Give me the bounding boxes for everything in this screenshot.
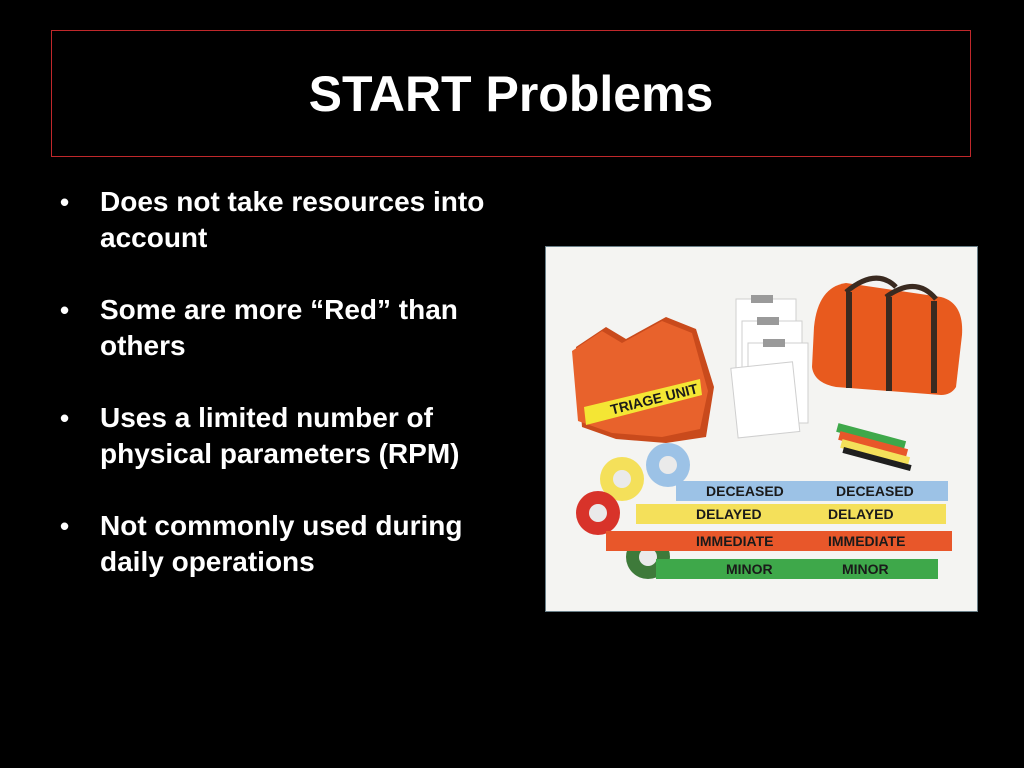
tape-delayed-2: DELAYED [828,506,894,522]
bullet-list [56,184,506,616]
triage-kit-photo [545,246,978,612]
slide-title: START Problems [308,65,714,122]
bullet-item [56,292,506,364]
bullet-text: Not commonly used during daily operations [100,510,463,577]
bullet-dot: • [60,295,70,325]
tape-immediate-1: IMMEDIATE [696,533,774,549]
bullet-item [56,184,506,256]
triage-kit-illustration [546,247,978,612]
bullet-item [56,400,506,472]
tape-delayed-1: DELAYED [696,506,762,522]
tape-minor-1: MINOR [726,561,773,577]
tape-deceased-2: DECEASED [836,483,914,499]
tape-minor-2: MINOR [842,561,889,577]
tape-deceased-1: DECEASED [706,483,784,499]
bullet-dot: • [60,511,70,541]
bullet-dot: • [60,403,70,433]
bullet-text: Uses a limited number of physical parameters (RPM) [100,402,460,469]
bullet-text: Does not take resources into account [100,186,485,253]
vest-label: TRIAGE UNIT [608,380,700,418]
clipboards [731,295,808,438]
triage-vests [572,317,714,443]
tape-immediate-2: IMMEDIATE [828,533,906,549]
bullet-dot: • [60,187,70,217]
title-box [51,30,971,157]
bullet-item [56,508,506,580]
bullet-text: Some are more “Red” than others [100,294,458,361]
